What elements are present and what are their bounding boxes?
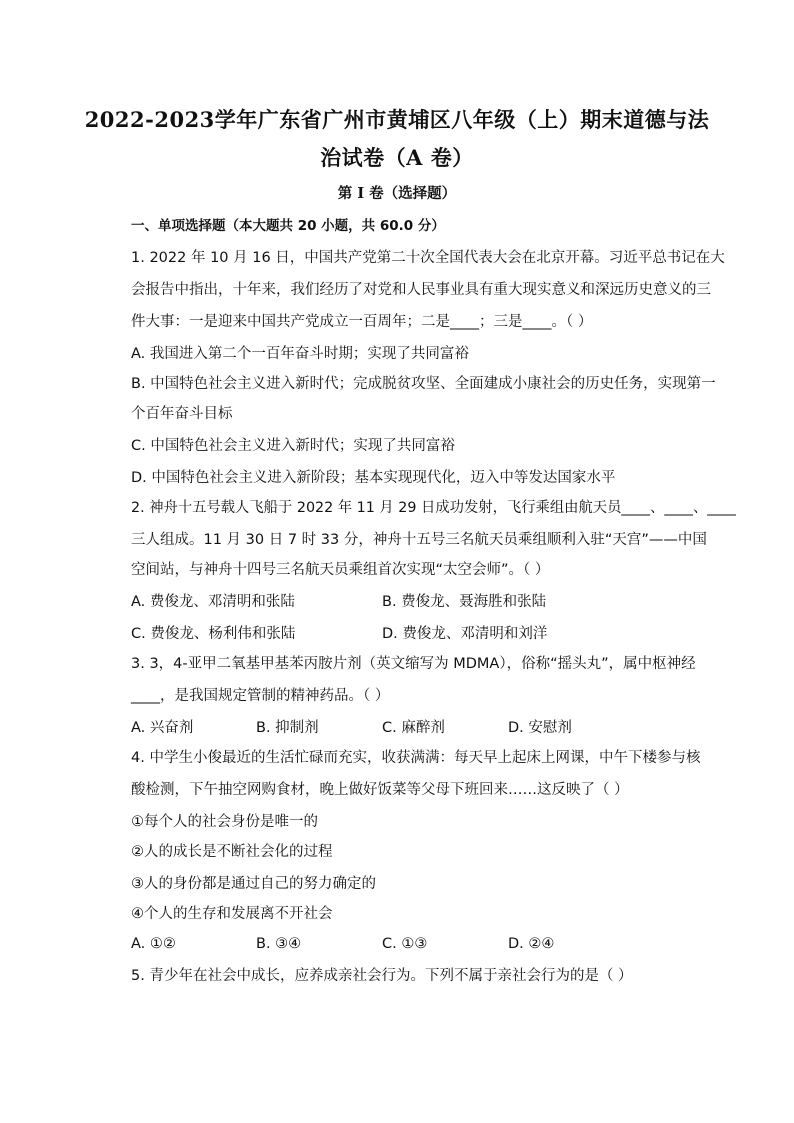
q4-statement-4: ④个人的生存和发展离不开社会: [131, 906, 333, 922]
q3-stem-line2: ____，是我国规定管制的精神药品。（ ）: [131, 688, 390, 704]
q4-statement-3: ③人的身份都是通过自己的努力确定的: [131, 876, 376, 892]
q1-option-c: C. 中国特色社会主义进入新时代；实现了共同富裕: [131, 438, 455, 454]
exam-title-line2: 治试卷（A 卷）: [320, 145, 474, 170]
q3-option-a: A. 兴奋剂: [131, 720, 194, 736]
part-title: 第 I 卷（选择题）: [337, 185, 457, 202]
q1-option-b-line1: B. 中国特色社会主义进入新时代；完成脱贫攻坚、全面建成小康社会的历史任务，实现第一: [131, 376, 716, 392]
q1-option-d: D. 中国特色社会主义进入新阶段；基本实现现代化，迈入中等发达国家水平: [131, 470, 616, 486]
q2-option-c: C. 费俊龙、杨利伟和张陆: [131, 626, 296, 642]
q4-statement-1: ①每个人的社会身份是唯一的: [131, 814, 318, 830]
q3-option-c: C. 麻醉剂: [382, 720, 445, 736]
q2-stem-line1: 2. 神舟十五号载人飞船于 2022 年 11 月 29 日成功发射，飞行乘组由航天员____、____、____: [131, 500, 736, 516]
q1-stem-line2: 会报告中指出，十年来，我们经历了对党和人民事业具有重大现实意义和深远历史意义的三: [131, 282, 711, 298]
q2-option-d: D. 费俊龙、邓清明和刘洋: [382, 626, 548, 642]
q3-stem-line1: 3. 3，4-亚甲二氧基甲基苯丙胺片剂（英文缩写为 MDMA），俗称“摇头丸”，属中枢神经: [131, 656, 696, 672]
q1-stem-line1: 1. 2022 年 10 月 16 日，中国共产党第二十次全国代表大会在北京开幕。习近平总书记在大: [131, 250, 725, 266]
q1-option-b-line2: 个百年奋斗目标: [131, 406, 233, 422]
q5-stem-line1: 5. 青少年在社会中成长，应养成亲社会行为。下列不属于亲社会行为的是（ ）: [131, 968, 633, 984]
q1-stem-line3: 件大事：一是迎来中国共产党成立一百周年；二是____；三是____。（ ）: [131, 314, 593, 330]
q2-option-a: A. 费俊龙、邓清明和张陆: [131, 594, 295, 610]
q1-option-a: A. 我国进入第二个一百年奋斗时期；实现了共同富裕: [131, 346, 469, 362]
q4-option-d: D. ②④: [508, 936, 555, 952]
q4-option-c: C. ①③: [382, 936, 428, 952]
q4-option-a: A. ①②: [131, 936, 176, 952]
q4-statement-2: ②人的成长是不断社会化的过程: [131, 844, 333, 860]
q3-option-d: D. 安慰剂: [508, 720, 572, 736]
q4-option-b: B. ③④: [256, 936, 302, 952]
q2-option-b: B. 费俊龙、聂海胜和张陆: [382, 594, 547, 610]
q2-stem-line3: 空间站，与神舟十四号三名航天员乘组首次实现“太空会师”。（ ）: [131, 562, 550, 578]
exam-title-line1: 2022-2023学年广东省广州市黄埔区八年级（上）期末道德与法: [84, 107, 710, 132]
q2-stem-line2: 三人组成。11 月 30 日 7 时 33 分，神舟十五号三名航天员乘组顺利入驻“天宫”——中国: [131, 532, 707, 548]
section-heading: 一、单项选择题（本大题共 20 小题，共 60.0 分）: [131, 218, 445, 234]
q3-option-b: B. 抑制剂: [256, 720, 319, 736]
q4-stem-line1: 4. 中学生小俊最近的生活忙碌而充实，收获满满：每天早上起床上网课，中午下楼参与核: [131, 750, 701, 766]
q4-stem-line2: 酸检测，下午抽空网购食材，晚上做好饭菜等父母下班回来……这反映了（ ）: [131, 782, 629, 798]
